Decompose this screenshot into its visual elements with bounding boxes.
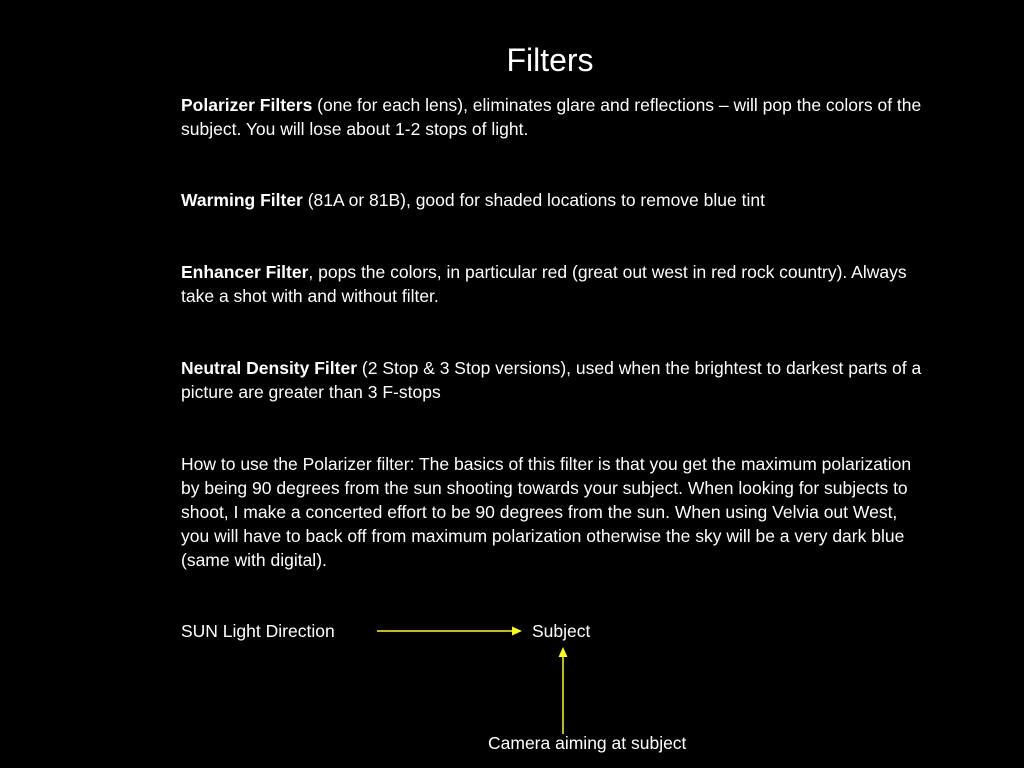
camera-aiming-label: Camera aiming at subject: [488, 733, 687, 753]
subject-label: Subject: [532, 621, 591, 641]
warming-filter-text: (81A or 81B), good for shaded locations to remove blue tint: [302, 190, 765, 210]
neutral-density-filter-heading: Neutral Density Filter: [181, 358, 358, 378]
camera-direction-arrow-head: [559, 647, 568, 657]
neutral-density-filter-text: (2 Stop & 3 Stop versions), used when the brightest to darkest parts of a picture are greater than 3 F-stops: [181, 358, 922, 402]
enhancer-filter-text: , pops the colors, in particular red (great out west in red rock country). Always take a shot with and without filter.: [181, 262, 907, 306]
camera-direction-arrow: [559, 647, 568, 734]
warming-filter-heading: Warming Filter: [181, 190, 303, 210]
slide-title: Filters: [506, 42, 594, 78]
sun-light-direction-label: SUN Light Direction: [181, 621, 335, 641]
polarizer-filters-heading: Polarizer Filters: [181, 95, 313, 115]
sun-direction-arrow-head: [512, 627, 522, 636]
enhancer-filter-heading: Enhancer Filter: [181, 262, 309, 282]
polarizer-howto-paragraph: How to use the Polarizer filter: The basics of this filter is that you get the maximum polarization by being 90 degrees from the sun shooting towards your subject. When looking for subjects to shoot, I make a concerted effort to be 90 degrees from the sun. When using Velvia out West, you will have to back off from maximum polarization otherwise the sky will be a very dark blue (same with digital).: [181, 454, 912, 570]
polarizer-filters-text: (one for each lens), eliminates glare and reflections – will pop the colors of the subject. You will lose about 1-2 stops of light.: [181, 95, 922, 139]
sun-direction-arrow: [377, 627, 522, 636]
